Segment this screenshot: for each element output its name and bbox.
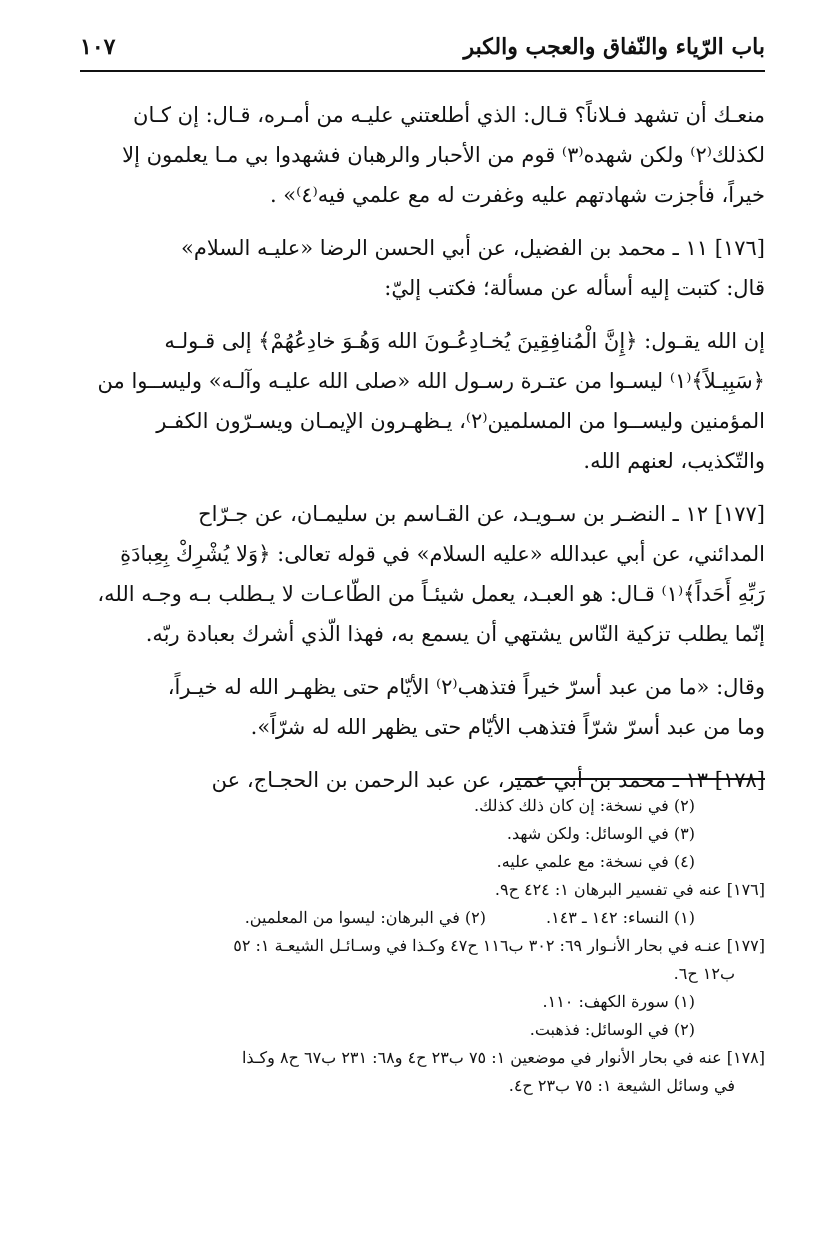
text-line: خيراً، فأجزت شهادتهم عليه وغفرت له مع علمي فيه⁽٤⁾» . [269, 183, 765, 207]
text-line: [١٧٧] ١٢ ـ النضـر بن سـويـد، عن القـاسم بن سليمـان، عن جـرّاح [198, 502, 765, 526]
text-line: إن الله يقـول: ﴿إِنَّ الْمُنافِقِينَ يُخـادِعُـونَ الله وَهُـوَ خادِعُهُمْ﴾ إلى قـولـه [164, 329, 765, 353]
footnote: (٤) في نسخة: مع علمي عليه. [496, 852, 695, 871]
text-line: والتّكذيب، لعنهم الله. [583, 449, 765, 473]
footnote: (١) النساء: ١٤٢ ـ ١٤٣. [546, 908, 695, 927]
text-line: المدائني، عن أبي عبدالله «عليه السلام» في قوله تعالى: ﴿وَلا يُشْرِكْ بِعِبادَةِ [120, 542, 765, 566]
paragraph [80, 321, 765, 481]
footnote-divider [515, 778, 765, 780]
footnote: ب١٢ ح٦. [673, 964, 735, 983]
text-line: منعـك أن تشهد فـلاناً؟ قـال: الذي أطلعتني عليـه من أمـره، قـال: إن كـان [133, 103, 765, 127]
text-line: وما من عبد أسرّ شرّاً فتذهب الأيّام حتى يظهر الله له شرّاً». [250, 715, 765, 739]
chapter-title: باب الرّياء والنّفاق والعجب والكبر [463, 34, 765, 60]
paragraph [80, 95, 765, 215]
footnote: (٣) في الوسائل: ولكن شهد. [506, 824, 695, 843]
text-line: ﴿سَبِيـلاً﴾⁽١⁾ ليسـوا من عتـرة رسـول الله «صلى الله عليـه وآلـه» وليســوا من [97, 369, 765, 393]
text-line: [١٧٨] ١٣ ـ محمد بن أبي عمير، عن عبد الرحمن بن الحجـاج، عن [211, 768, 765, 792]
page-number: ١٠٧ [80, 34, 116, 60]
main-text [80, 95, 765, 813]
footnote: [١٧٧] عنـه في بحار الأنـوار ٦٩: ٣٠٢ ب١١٦ ح٤٧ وكـذا في وسـائـل الشيعـة ١: ٥٢ [233, 936, 765, 955]
footnote: (١) سورة الكهف: ١١٠. [542, 992, 695, 1011]
footnotes [60, 792, 765, 1100]
paragraph [80, 494, 765, 654]
page-header [80, 30, 765, 72]
text-line: قال: كتبت إليه أسأله عن مسألة؛ فكتب إليّ: [384, 276, 765, 300]
footnote-pair [60, 904, 765, 932]
footnote: (٢) في البرهان: ليسوا من المعلمين. [244, 908, 487, 927]
footnote: (٢) في نسخة: إن كان ذلك كذلك. [474, 796, 695, 815]
paragraph [80, 667, 765, 747]
text-line: إنّما يطلب تزكية النّاس يشتهي أن يسمع به، فهذا الّذي أشرك بعبادة ربّه. [145, 622, 765, 646]
footnote: [١٧٦] عنه في تفسير البرهان ١: ٤٢٤ ح٩. [494, 880, 765, 899]
footnote: (٢) في الوسائل: فذهبت. [529, 1020, 695, 1039]
text-line: [١٧٦] ١١ ـ محمد بن الفضيل، عن أبي الحسن الرضا «عليـه السلام» [181, 236, 765, 260]
text-line: المؤمنين وليســوا من المسلمين⁽٢⁾، يـظهـرون الإيمـان ويسـرّون الكفـر [156, 409, 765, 433]
text-line: لكذلك⁽٢⁾ ولكن شهده⁽٣⁾ قوم من الأحبار والرهبان فشهدوا بي مـا يعلمون إلا [122, 143, 765, 167]
text-line: وقال: «ما من عبد أسرّ خيراً فتذهب⁽٢⁾ الأيّام حتى يظهـر الله له خيـراً، [167, 675, 765, 699]
footnote: في وسائل الشيعة ١: ٧٥ ب٢٣ ح٤. [508, 1076, 735, 1095]
footnote: [١٧٨] عنه في بحار الأنوار في موضعين ١: ٧٥ ب٢٣ ح٤ و٦٨: ٢٣١ ب٦٧ ح٨ وكـذا [241, 1048, 765, 1067]
text-line: رَبِّهِ أَحَداً﴾⁽١⁾ قـال: هو العبـد، يعمل شيئـاً من الطّاعـات لا يـطلب بـه وجـه الله، [97, 582, 765, 606]
paragraph [80, 228, 765, 308]
